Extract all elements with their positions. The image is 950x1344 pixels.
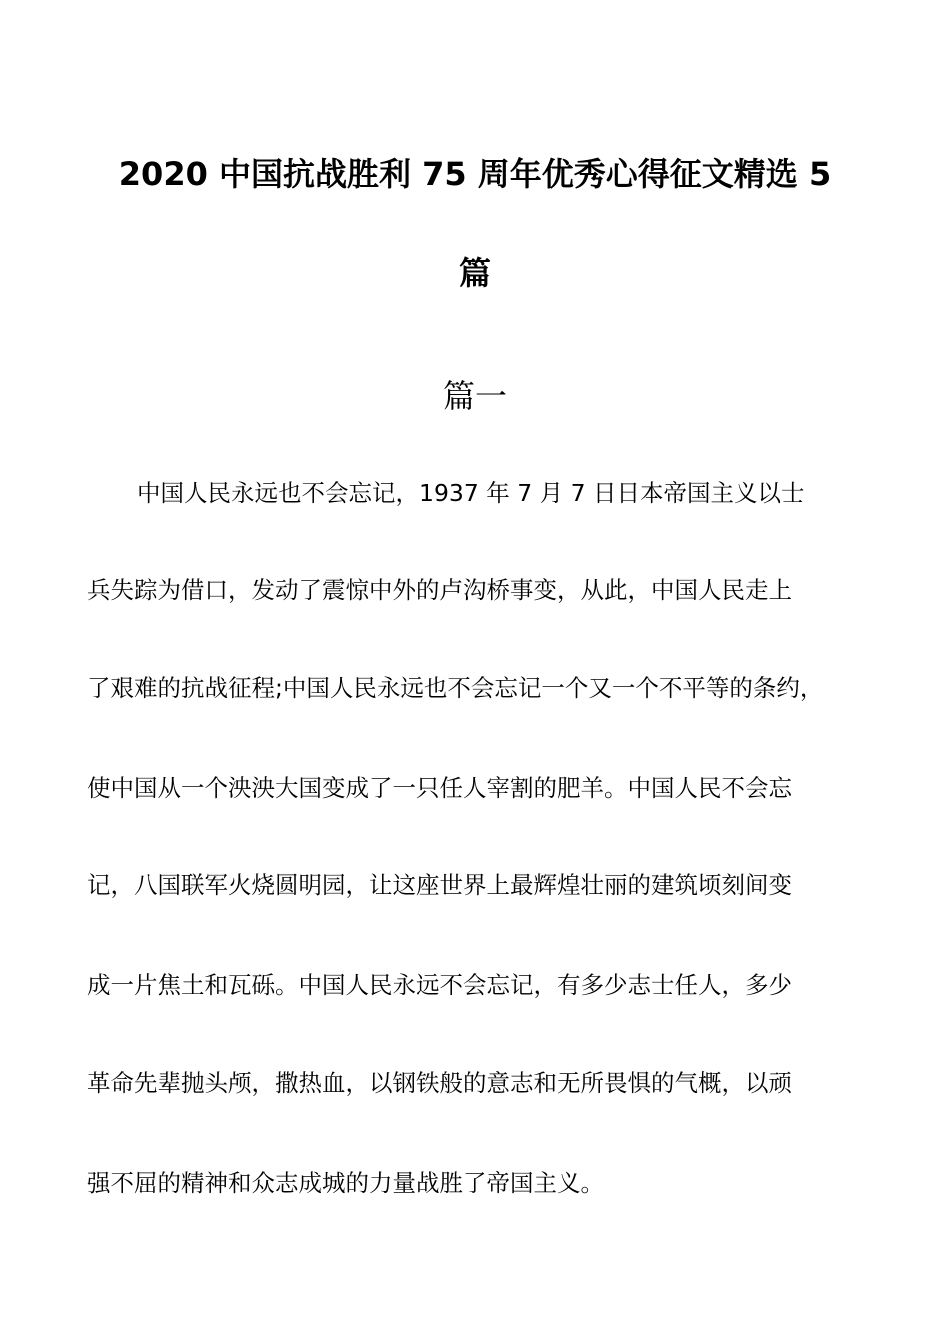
body-text-line: 成一片焦土和瓦砾。中国人民永远不会忘记，有多少志士任人，多少	[87, 971, 792, 999]
body-text-line: 使中国从一个泱泱大国变成了一只任人宰割的肥羊。中国人民不会忘	[87, 774, 792, 802]
body-text-line: 强不屈的精神和众志成城的力量战胜了帝国主义。	[87, 1169, 604, 1197]
section-heading: 篇一	[442, 377, 507, 415]
body-text-line: 革命先辈抛头颅，撒热血，以钢铁般的意志和无所畏惧的气概，以顽	[87, 1069, 792, 1097]
document-title-line-1: 2020 中国抗战胜利 75 周年优秀心得征文精选 5	[118, 155, 832, 193]
body-text-line: 中国人民永远也不会忘记，1937 年 7 月 7 日日本帝国主义以士	[137, 479, 805, 507]
body-text-line: 记，八国联军火烧圆明园，让这座世界上最辉煌壮丽的建筑顷刻间变	[87, 871, 792, 899]
document-title-line-2: 篇	[458, 254, 491, 292]
body-text-line: 兵失踪为借口，发动了震惊中外的卢沟桥事变，从此，中国人民走上	[87, 576, 792, 604]
body-text-line: 了艰难的抗战征程;中国人民永远也不会忘记一个又一个不平等的条约，	[87, 674, 824, 702]
